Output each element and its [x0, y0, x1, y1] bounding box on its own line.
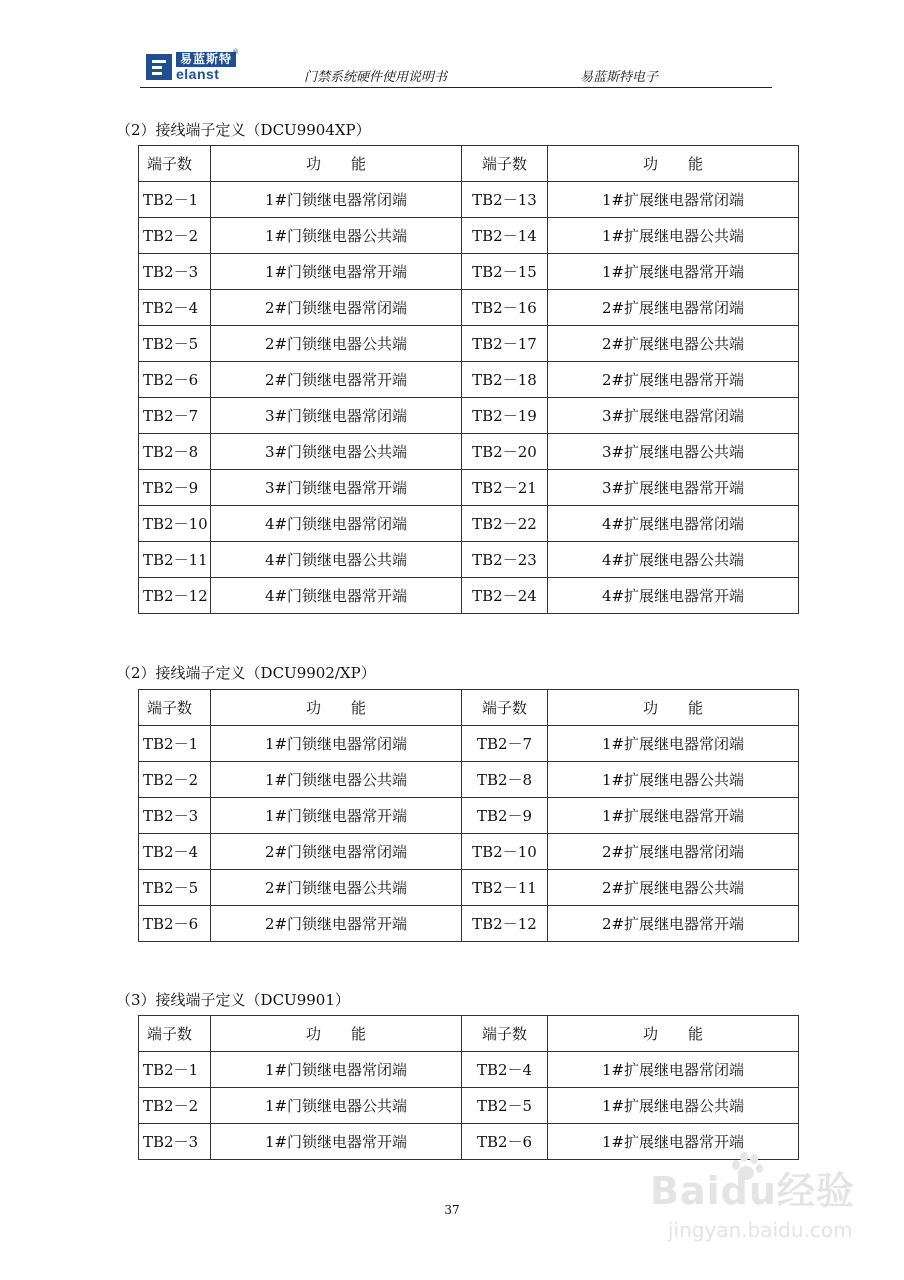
terminal-pin: TB2－6 [139, 906, 211, 942]
table-row [139, 542, 799, 578]
terminal-pin: TB2－12 [462, 906, 548, 942]
table-row [139, 398, 799, 434]
header-function: 功 能 [211, 1016, 462, 1052]
terminal-pin: TB2－5 [462, 1088, 548, 1124]
terminal-function: 3#门锁继电器常开端 [211, 470, 462, 506]
header-terminal-number: 端子数 [462, 1016, 548, 1052]
section-title-dcu9901: （3）接线端子定义（DCU9901） [116, 991, 350, 1009]
terminal-pin: TB2－1 [139, 726, 211, 762]
terminal-function: 4#门锁继电器公共端 [211, 542, 462, 578]
logo-cn-text: 易蓝斯特 [176, 52, 236, 67]
terminal-function: 1#扩展继电器公共端 [548, 762, 799, 798]
table-row [139, 1088, 799, 1124]
terminal-pin: TB2－24 [462, 578, 548, 614]
terminal-function: 2#门锁继电器常闭端 [211, 834, 462, 870]
logo-en-text: elanst [176, 66, 220, 82]
elanst-logo-icon [146, 54, 172, 80]
header-function: 功 能 [211, 690, 462, 726]
page-number: 37 [444, 1203, 460, 1217]
terminal-function: 1#门锁继电器常开端 [211, 1124, 462, 1160]
table-row [139, 290, 799, 326]
table-row [139, 798, 799, 834]
elanst-logo [146, 48, 246, 84]
table-row [139, 182, 799, 218]
terminal-pin: TB2－6 [462, 1124, 548, 1160]
terminal-function: 2#门锁继电器常开端 [211, 906, 462, 942]
terminal-table-dcu9901 [138, 1015, 799, 1160]
terminal-function: 1#扩展继电器常开端 [548, 798, 799, 834]
terminal-function: 4#扩展继电器公共端 [548, 542, 799, 578]
terminal-function: 3#扩展继电器公共端 [548, 434, 799, 470]
header-function: 功 能 [548, 690, 799, 726]
terminal-pin: TB2－20 [462, 434, 548, 470]
terminal-function: 2#门锁继电器公共端 [211, 870, 462, 906]
terminal-pin: TB2－4 [139, 834, 211, 870]
terminal-pin: TB2－19 [462, 398, 548, 434]
terminal-pin: TB2－18 [462, 362, 548, 398]
terminal-function: 2#扩展继电器公共端 [548, 870, 799, 906]
terminal-function: 3#扩展继电器常开端 [548, 470, 799, 506]
terminal-function: 3#门锁继电器公共端 [211, 434, 462, 470]
header-function: 功 能 [211, 146, 462, 182]
terminal-function: 1#门锁继电器常闭端 [211, 726, 462, 762]
table-header-row [139, 1016, 799, 1052]
header-function: 功 能 [548, 146, 799, 182]
header-terminal-number: 端子数 [139, 690, 211, 726]
terminal-function: 2#扩展继电器公共端 [548, 326, 799, 362]
terminal-function: 1#门锁继电器常开端 [211, 798, 462, 834]
table-row [139, 726, 799, 762]
terminal-pin: TB2－5 [139, 326, 211, 362]
header-divider [140, 87, 772, 88]
table-row [139, 906, 799, 942]
terminal-pin: TB2－3 [139, 798, 211, 834]
baidu-jingyan-watermark [640, 1150, 890, 1260]
terminal-pin: TB2－11 [462, 870, 548, 906]
terminal-table-dcu9902xp [138, 689, 799, 942]
terminal-pin: TB2－2 [139, 1088, 211, 1124]
page-header [140, 48, 772, 88]
terminal-function: 2#门锁继电器公共端 [211, 326, 462, 362]
terminal-function: 1#扩展继电器常闭端 [548, 1052, 799, 1088]
header-terminal-number: 端子数 [139, 1016, 211, 1052]
table-row [139, 578, 799, 614]
terminal-function: 2#门锁继电器常闭端 [211, 290, 462, 326]
table-row [139, 834, 799, 870]
terminal-pin: TB2－22 [462, 506, 548, 542]
terminal-function: 1#扩展继电器公共端 [548, 1088, 799, 1124]
terminal-pin: TB2－14 [462, 218, 548, 254]
table-header-row [139, 146, 799, 182]
terminal-pin: TB2－1 [139, 182, 211, 218]
header-terminal-number: 端子数 [139, 146, 211, 182]
watermark-url: jingyan.baidu.com [668, 1218, 853, 1242]
terminal-function: 1#门锁继电器公共端 [211, 762, 462, 798]
terminal-function: 1#门锁继电器常闭端 [211, 182, 462, 218]
terminal-function: 2#扩展继电器常开端 [548, 362, 799, 398]
terminal-pin: TB2－2 [139, 762, 211, 798]
terminal-pin: TB2－21 [462, 470, 548, 506]
terminal-function: 1#门锁继电器常开端 [211, 254, 462, 290]
terminal-function: 2#扩展继电器常闭端 [548, 834, 799, 870]
table-header-row [139, 690, 799, 726]
terminal-function: 1#扩展继电器常闭端 [548, 182, 799, 218]
terminal-pin: TB2－12 [139, 578, 211, 614]
terminal-pin: TB2－10 [462, 834, 548, 870]
terminal-function: 4#门锁继电器常开端 [211, 578, 462, 614]
terminal-pin: TB2－2 [139, 218, 211, 254]
section-title-dcu9902xp: （2）接线端子定义（DCU9902/XP） [116, 664, 376, 682]
terminal-pin: TB2－7 [462, 726, 548, 762]
table-row [139, 218, 799, 254]
watermark-brand: Baidu经验 [650, 1169, 855, 1213]
header-terminal-number: 端子数 [462, 690, 548, 726]
document-title: 门禁系统硬件使用说明书 [304, 70, 448, 85]
terminal-pin: TB2－7 [139, 398, 211, 434]
terminal-function: 2#扩展继电器常闭端 [548, 290, 799, 326]
terminal-function: 4#门锁继电器常闭端 [211, 506, 462, 542]
table-row [139, 470, 799, 506]
table-row [139, 506, 799, 542]
terminal-function: 3#扩展继电器常闭端 [548, 398, 799, 434]
terminal-pin: TB2－23 [462, 542, 548, 578]
table-row [139, 434, 799, 470]
terminal-table-dcu9904xp [138, 145, 799, 614]
header-function: 功 能 [548, 1016, 799, 1052]
table-row [139, 762, 799, 798]
terminal-function: 1#门锁继电器公共端 [211, 218, 462, 254]
terminal-function: 4#扩展继电器常开端 [548, 578, 799, 614]
terminal-pin: TB2－4 [139, 290, 211, 326]
terminal-pin: TB2－9 [139, 470, 211, 506]
terminal-function: 1#扩展继电器常开端 [548, 1124, 799, 1160]
section-title-dcu9904xp: （2）接线端子定义（DCU9904XP） [116, 121, 371, 139]
terminal-pin: TB2－11 [139, 542, 211, 578]
table-row [139, 326, 799, 362]
table-row [139, 870, 799, 906]
terminal-function: 1#门锁继电器常闭端 [211, 1052, 462, 1088]
terminal-function: 1#扩展继电器常闭端 [548, 726, 799, 762]
terminal-pin: TB2－3 [139, 1124, 211, 1160]
terminal-pin: TB2－13 [462, 182, 548, 218]
terminal-pin: TB2－5 [139, 870, 211, 906]
terminal-pin: TB2－3 [139, 254, 211, 290]
terminal-function: 2#门锁继电器常开端 [211, 362, 462, 398]
terminal-pin: TB2－15 [462, 254, 548, 290]
terminal-pin: TB2－6 [139, 362, 211, 398]
terminal-function: 2#扩展继电器常开端 [548, 906, 799, 942]
terminal-pin: TB2－1 [139, 1052, 211, 1088]
table-row [139, 1052, 799, 1088]
terminal-function: 1#扩展继电器常开端 [548, 254, 799, 290]
logo-registered-mark: ® [232, 48, 239, 56]
terminal-function: 4#扩展继电器常闭端 [548, 506, 799, 542]
terminal-pin: TB2－8 [139, 434, 211, 470]
terminal-pin: TB2－4 [462, 1052, 548, 1088]
terminal-function: 1#扩展继电器公共端 [548, 218, 799, 254]
terminal-pin: TB2－17 [462, 326, 548, 362]
company-name: 易蓝斯特电子 [580, 70, 659, 85]
terminal-pin: TB2－8 [462, 762, 548, 798]
terminal-pin: TB2－16 [462, 290, 548, 326]
terminal-function: 3#门锁继电器常闭端 [211, 398, 462, 434]
terminal-pin: TB2－9 [462, 798, 548, 834]
terminal-pin: TB2－10 [139, 506, 211, 542]
terminal-function: 1#门锁继电器公共端 [211, 1088, 462, 1124]
table-row [139, 254, 799, 290]
table-row [139, 362, 799, 398]
header-terminal-number: 端子数 [462, 146, 548, 182]
